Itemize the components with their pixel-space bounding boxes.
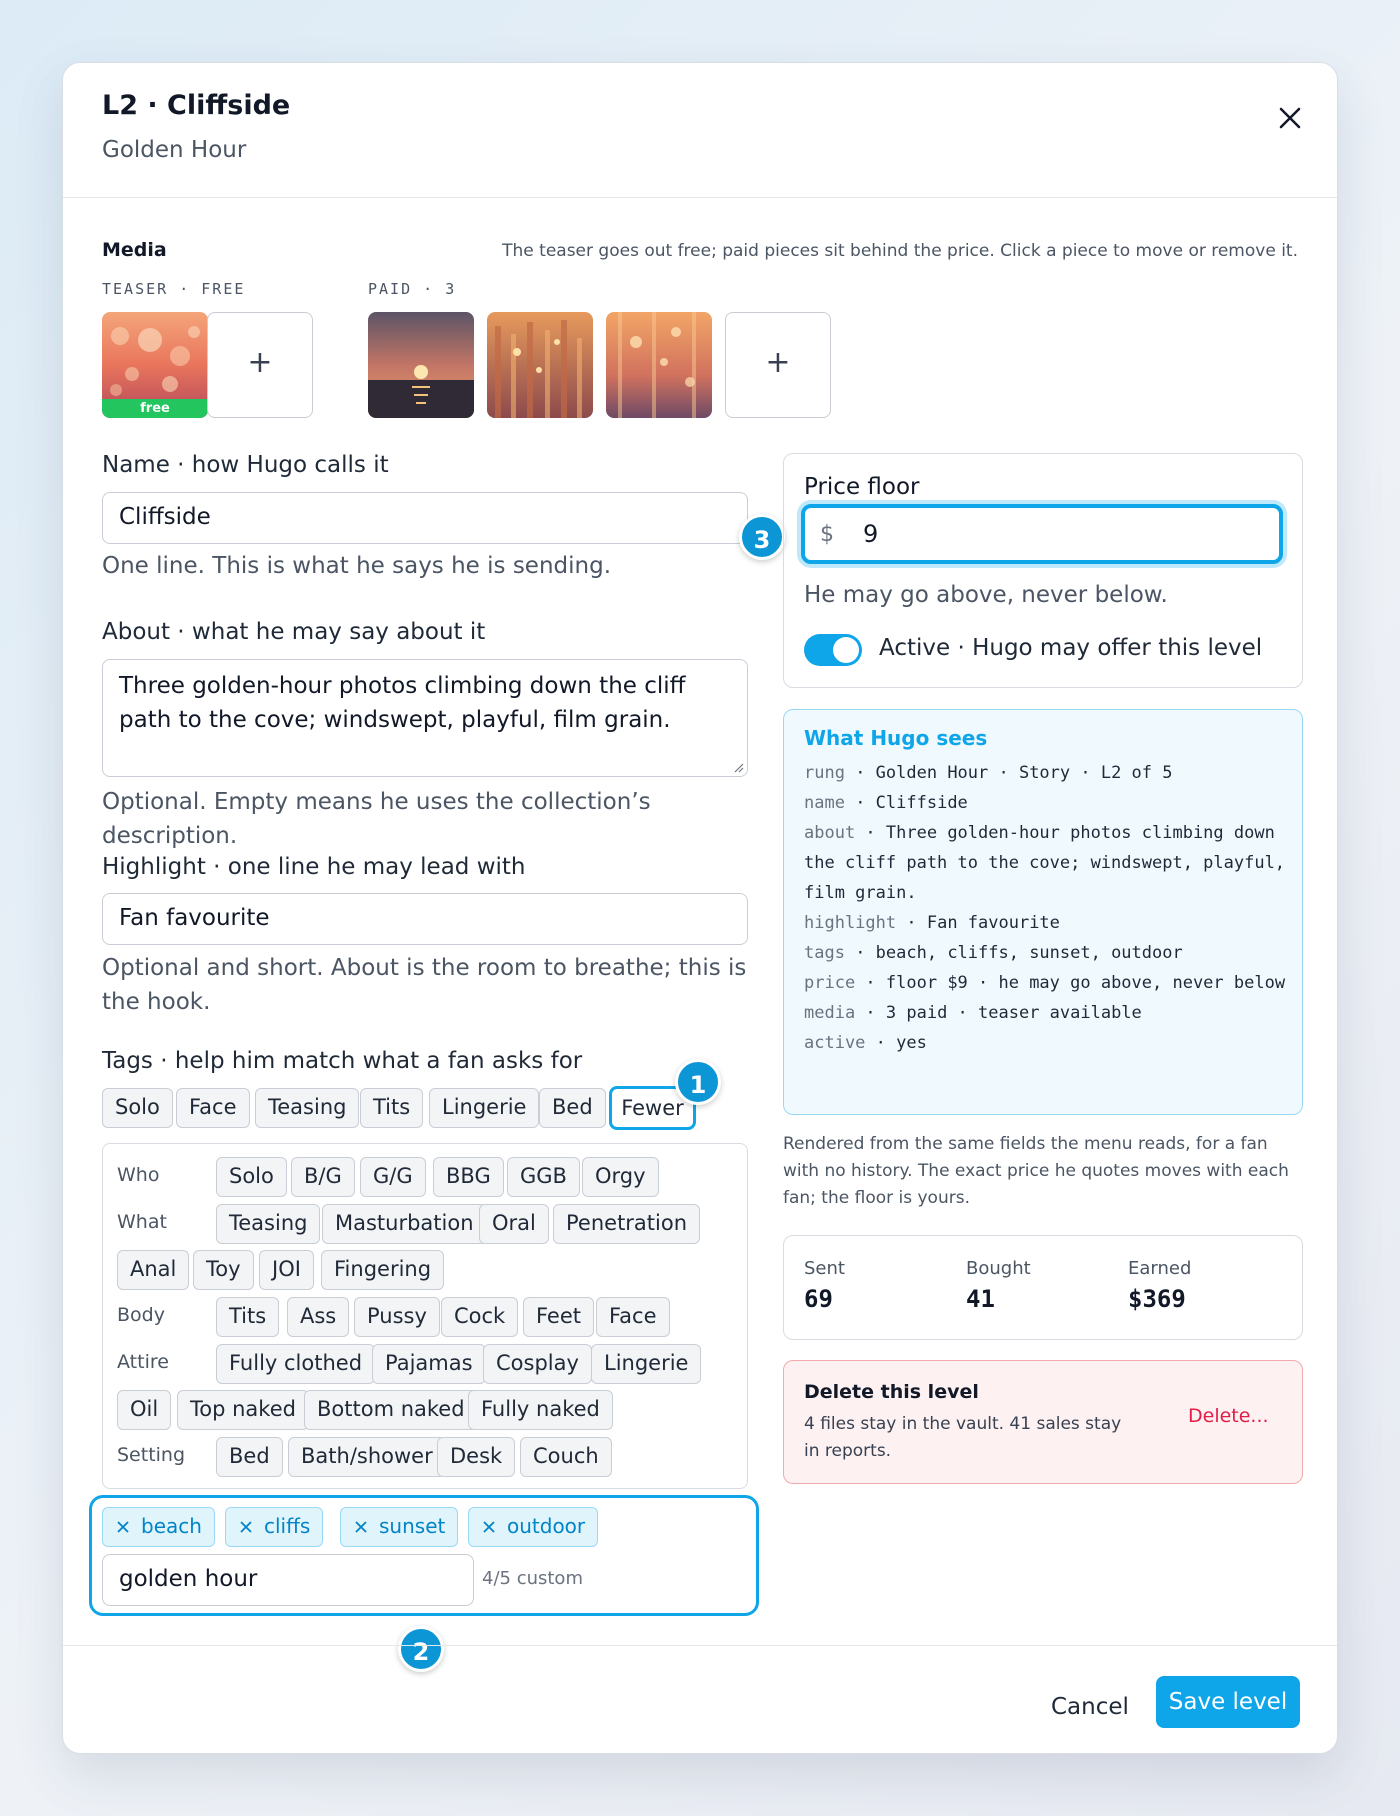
tag-option[interactable]: Toy: [193, 1250, 254, 1290]
hugo-preview-card: [783, 709, 1303, 1115]
resize-handle-icon[interactable]: [732, 761, 744, 773]
add-teaser-button[interactable]: +: [207, 312, 313, 418]
preview-line: media · 3 paid · teaser available: [804, 1003, 1142, 1023]
media-label: Media: [102, 239, 167, 261]
active-toggle-label: Active · Hugo may offer this level: [879, 635, 1263, 661]
tag-option[interactable]: BBG: [433, 1157, 504, 1197]
suggested-tag[interactable]: Bed: [539, 1088, 606, 1128]
paid-thumbnail-1[interactable]: [368, 312, 474, 418]
media-hint: The teaser goes out free; paid pieces sit behind the price. Click a piece to move or remove it.: [502, 241, 1298, 261]
tag-option[interactable]: Cosplay: [483, 1344, 592, 1384]
about-label: About · what he may say about it: [102, 619, 486, 645]
tag-row-label-who: Who: [117, 1164, 160, 1186]
free-badge: free: [102, 399, 208, 418]
tag-option[interactable]: Feet: [523, 1297, 594, 1337]
cancel-button[interactable]: Cancel: [1051, 1694, 1129, 1720]
tag-option[interactable]: Oral: [479, 1204, 549, 1244]
suggested-tag[interactable]: Face: [176, 1088, 250, 1128]
tag-option[interactable]: Bath/shower: [288, 1437, 446, 1477]
delete-title: Delete this level: [804, 1381, 979, 1403]
name-input[interactable]: Cliffside: [102, 492, 748, 544]
preview-line: about · Three golden-hour photos climbing down the cliff path to the cove; windswept, playful, film grain.: [804, 823, 1286, 903]
stat-earned: Earned $369: [1128, 1258, 1192, 1313]
custom-tag-count: 4/5 custom: [482, 1568, 583, 1589]
preview-line: rung · Golden Hour · Story · L2 of 5: [804, 763, 1173, 783]
preview-note: Rendered from the same fields the menu reads, for a fan with no history. The exact price he quotes moves with each fan; the floor is yours.: [783, 1134, 1289, 1208]
tag-option[interactable]: Masturbation: [322, 1204, 487, 1244]
price-card: [783, 453, 1303, 688]
tag-option[interactable]: Oil: [117, 1390, 171, 1430]
hugo-preview-title: What Hugo sees: [804, 726, 988, 750]
callout-badge-1: 1: [675, 1059, 721, 1105]
tag-option[interactable]: Couch: [520, 1437, 612, 1477]
currency-symbol: $: [820, 522, 834, 547]
custom-tag-label: outdoor: [507, 1514, 586, 1538]
tag-option[interactable]: Top naked: [177, 1390, 309, 1430]
tag-option[interactable]: B/G: [291, 1157, 355, 1197]
price-floor-value: 9: [863, 520, 879, 548]
paid-label: PAID · 3: [368, 280, 457, 298]
remove-tag-icon[interactable]: [353, 1519, 369, 1535]
tag-option[interactable]: Solo: [216, 1157, 287, 1197]
tag-row-label-body: Body: [117, 1304, 165, 1326]
stat-bought: Bought 41: [966, 1258, 1031, 1313]
paid-thumbnail-3[interactable]: [606, 312, 712, 418]
price-floor-label: Price floor: [804, 474, 920, 500]
tag-option[interactable]: Tits: [216, 1297, 279, 1337]
modal-header: [63, 63, 1337, 198]
tag-option[interactable]: Anal: [117, 1250, 189, 1290]
tag-option[interactable]: Face: [596, 1297, 670, 1337]
remove-tag-icon[interactable]: [115, 1519, 131, 1535]
preview-line: active · yes: [804, 1033, 927, 1053]
custom-tag-label: cliffs: [264, 1514, 311, 1538]
about-help: Optional. Empty means he uses the collection’s description.: [102, 789, 651, 849]
tag-option[interactable]: Cock: [441, 1297, 518, 1337]
custom-tag[interactable]: [468, 1507, 598, 1547]
tag-row-label-setting: Setting: [117, 1444, 186, 1466]
tag-option[interactable]: G/G: [360, 1157, 426, 1197]
custom-tag[interactable]: [225, 1507, 323, 1547]
tag-row-label-what: What: [117, 1211, 167, 1233]
tag-option[interactable]: Orgy: [582, 1157, 659, 1197]
tag-option[interactable]: Teasing: [216, 1204, 320, 1244]
custom-tag-label: sunset: [379, 1514, 446, 1538]
tag-option[interactable]: Bed: [216, 1437, 283, 1477]
about-textarea[interactable]: [102, 659, 748, 777]
highlight-help: Optional and short. About is the room to breathe; this is the hook.: [102, 955, 747, 1015]
tags-label: Tags · help him match what a fan asks for: [102, 1048, 583, 1074]
delete-card: [783, 1360, 1303, 1484]
suggested-tag[interactable]: Teasing: [255, 1088, 359, 1128]
tag-option[interactable]: JOI: [259, 1250, 314, 1290]
highlight-input[interactable]: Fan favourite: [102, 893, 748, 945]
level-editor-modal: [62, 62, 1338, 1754]
preview-line: tags · beach, cliffs, sunset, outdoor: [804, 943, 1183, 963]
teaser-label: TEASER · FREE: [102, 280, 246, 298]
stat-sent: Sent 69: [804, 1258, 845, 1313]
tag-option[interactable]: Fingering: [321, 1250, 444, 1290]
remove-tag-icon[interactable]: [238, 1519, 254, 1535]
tag-option[interactable]: Ass: [287, 1297, 349, 1337]
remove-tag-icon[interactable]: [481, 1519, 497, 1535]
tag-row-label-attire: Attire: [117, 1351, 169, 1373]
stats-card: [783, 1235, 1303, 1340]
preview-line: price · floor $9 · he may go above, never below: [804, 973, 1286, 993]
delete-text: 4 files stay in the vault. 41 sales stay in reports.: [804, 1414, 1122, 1461]
modal-footer: [63, 1645, 1337, 1755]
tag-option[interactable]: Bottom naked: [304, 1390, 478, 1430]
custom-tag-input[interactable]: golden hour: [102, 1554, 474, 1606]
callout-badge-3: 3: [739, 514, 785, 560]
callout-badge-2: 2: [398, 1626, 444, 1672]
tag-option[interactable]: Desk: [437, 1437, 515, 1477]
tag-option[interactable]: Penetration: [553, 1204, 700, 1244]
suggested-tag[interactable]: Lingerie: [429, 1088, 539, 1128]
close-icon[interactable]: [1273, 101, 1307, 135]
save-level-button[interactable]: Save level: [1156, 1676, 1300, 1728]
tag-option[interactable]: Lingerie: [591, 1344, 701, 1384]
suggested-tag[interactable]: Tits: [360, 1088, 423, 1128]
fewer-tags-button[interactable]: Fewer: [609, 1086, 696, 1130]
highlight-label: Highlight · one line he may lead with: [102, 854, 526, 880]
tag-option[interactable]: GGB: [507, 1157, 580, 1197]
active-toggle[interactable]: [804, 634, 862, 666]
modal-subtitle: Golden Hour: [102, 137, 247, 163]
tag-option[interactable]: Fully clothed: [216, 1344, 375, 1384]
price-help: He may go above, never below.: [804, 582, 1168, 608]
about-text: Three golden-hour photos climbing down the cliff path to the cove; windswept, playful, film grain.: [119, 673, 686, 733]
name-label: Name · how Hugo calls it: [102, 452, 389, 478]
custom-tag[interactable]: [340, 1507, 458, 1547]
preview-line: highlight · Fan favourite: [804, 913, 1060, 933]
suggested-tag[interactable]: Solo: [102, 1088, 173, 1128]
hugo-preview-lines: [804, 758, 1296, 1058]
tag-option[interactable]: Pajamas: [372, 1344, 486, 1384]
preview-line: name · Cliffside: [804, 793, 968, 813]
teaser-thumbnail[interactable]: [102, 312, 208, 418]
price-floor-input[interactable]: [801, 504, 1283, 564]
tag-option[interactable]: Pussy: [354, 1297, 440, 1337]
custom-tag-label: beach: [141, 1514, 202, 1538]
paid-thumbnail-2[interactable]: [487, 312, 593, 418]
add-paid-button[interactable]: +: [725, 312, 831, 418]
delete-button[interactable]: Delete...: [1188, 1405, 1269, 1427]
tag-option[interactable]: Fully naked: [468, 1390, 613, 1430]
modal-title: L2 · Cliffside: [102, 90, 291, 121]
name-help: One line. This is what he says he is sending.: [102, 553, 612, 579]
custom-tag[interactable]: [102, 1507, 215, 1547]
